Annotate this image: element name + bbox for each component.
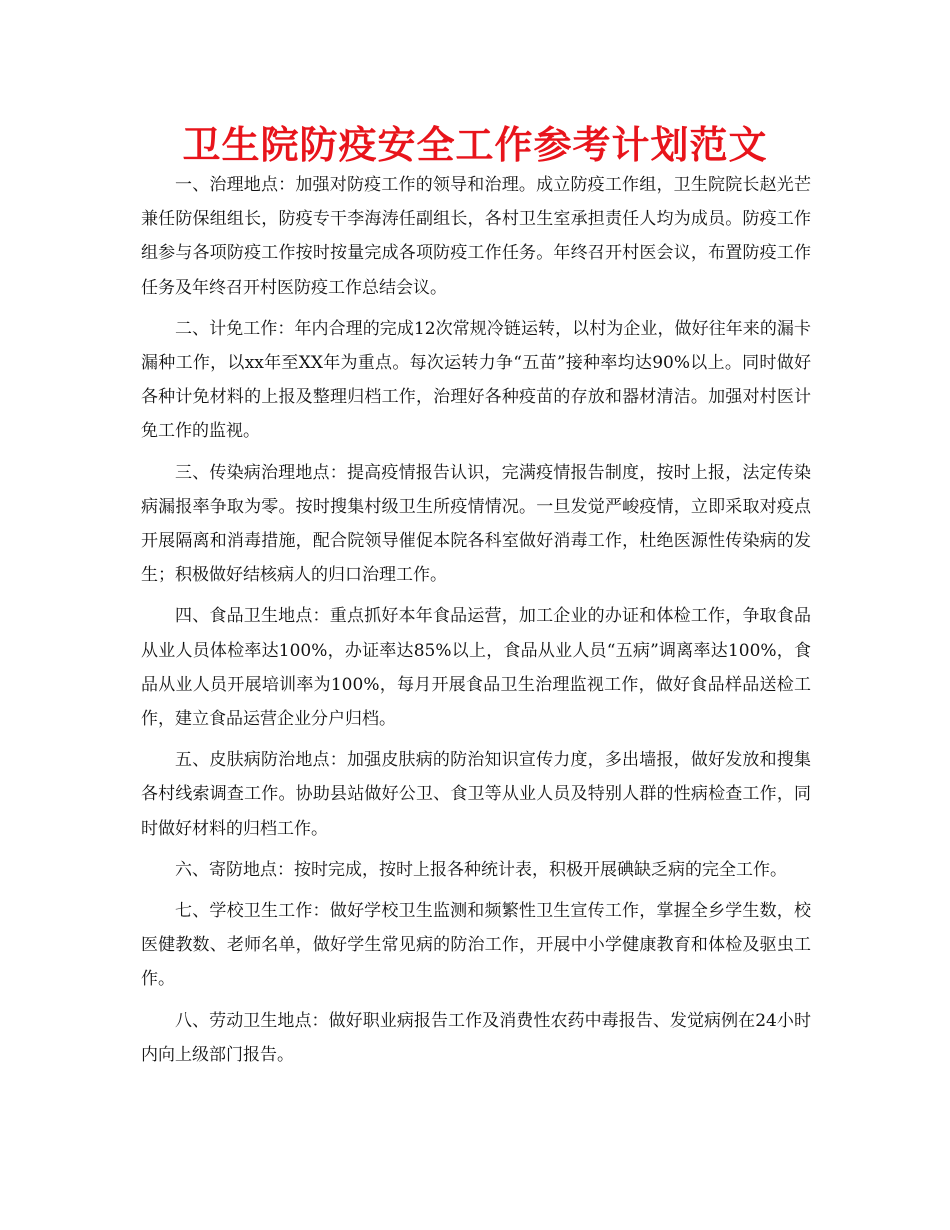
paragraph-food-hygiene: 四、食品卫生地点：重点抓好本年食品运营，加工企业的办证和体检工作，争取食品从业人员体检率达100%，办证率达85%以上，食品从业人员“五病”调离率达100%，食品从业人员开展培训率为100%，每月开展食品卫生治理监视工作，做好食品样品送检工作，建立食品运营企业分户归档。	[141, 606, 811, 730]
paragraph-school-hygiene: 七、学校卫生工作：做好学校卫生监测和频繁性卫生宣传工作，掌握全乡学生数，校医健教数、老师名单，做好学生常见病的防治工作，开展中小学健康教育和体检及驱虫工作。	[141, 901, 811, 990]
document-title: 卫生院防疫安全工作参考计划范文	[182, 122, 768, 167]
paragraph-governance: 一、治理地点：加强对防疫工作的领导和治理。成立防疫工作组，卫生院院长赵光芒兼任防保组组长，防疫专干李海涛任副组长，各村卫生室承担责任人均为成员。防疫工作组参与各项防疫工作按时按量完成各项防疫工作任务。年终召开村医会议，布置防疫工作任务及年终召开村医防疫工作总结会议。	[141, 175, 811, 298]
paragraph-skin-disease: 五、皮肤病防治地点：加强皮肤病的防治知识宣传力度，多出墙报，做好发放和搜集各村线索调查工作。协助县站做好公卫、食卫等从业人员及特别人群的性病检查工作，同时做好材料的归档工作。	[141, 750, 811, 839]
paragraph-parasite-prevention: 六、寄防地点：按时完成，按时上报各种统计表，积极开展碘缺乏病的完全工作。	[175, 859, 787, 880]
paragraph-immunization: 二、计免工作：年内合理的完成12次常规冷链运转，以村为企业，做好往年来的漏卡漏种工作，以xx年至XX年为重点。每次运转力争“五苗”接种率均达90%以上。同时做好各种计免材料的上报及整理归档工作，治理好各种疫苗的存放和器材清洁。加强对村医计免工作的监视。	[141, 318, 811, 442]
paragraph-infectious-disease: 三、传染病治理地点：提高疫情报告认识，完满疫情报告制度，按时上报，法定传染病漏报率争取为零。按时搜集村级卫生所疫情情况。一旦发觉严峻疫情，立即采取对疫点开展隔离和消毒措施，配合院领导催促本院各科室做好消毒工作，杜绝医源性传染病的发生；积极做好结核病人的归口治理工作。	[141, 462, 811, 586]
document-body	[141, 168, 811, 1079]
paragraph-occupational-hygiene: 八、劳动卫生地点：做好职业病报告工作及消费性农药中毒报告、发觉病例在24小时内向上级部门报告。	[141, 1010, 811, 1065]
